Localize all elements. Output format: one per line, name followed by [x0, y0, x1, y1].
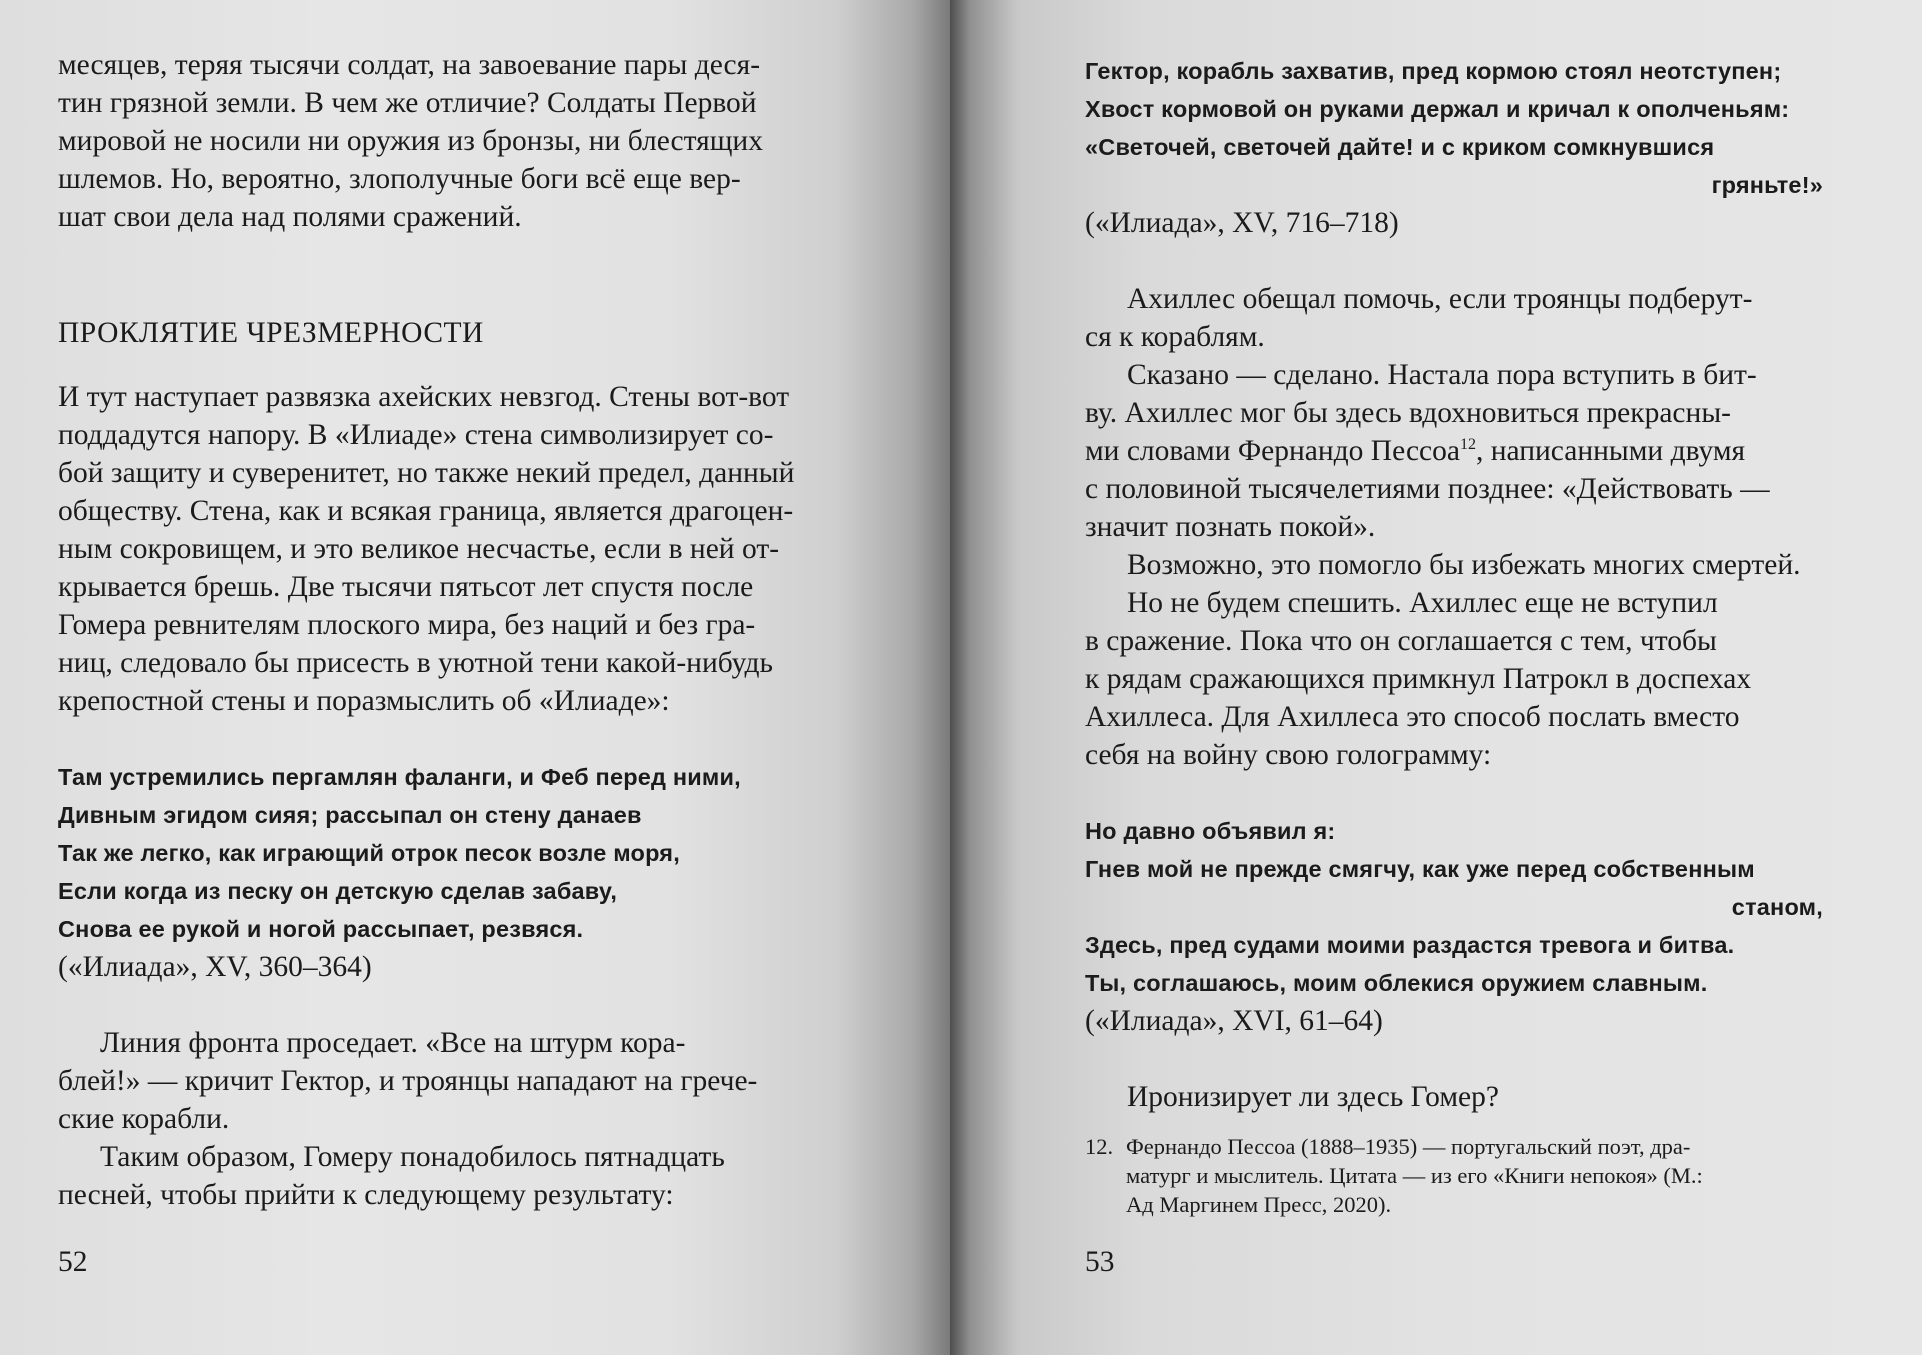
paragraph	[1085, 356, 1825, 546]
text-line: песней, чтобы прийти к следующему результату:	[58, 1179, 674, 1211]
text-line: значит познать покой».	[1085, 511, 1376, 543]
text-line: Гомера ревнителям плоского мира, без наций и без гра-	[58, 609, 756, 641]
verse-line: Там устремились пергамлян фаланги, и Феб перед ними,	[58, 764, 741, 790]
left-page-text	[58, 46, 828, 1214]
verse-line: Хвост кормовой он руками держал и кричал к ополченьям:	[1085, 96, 1790, 122]
verse-quote	[58, 758, 828, 948]
text-line: И тут наступает развязка ахейских невзгод. Стены вот-вот	[58, 381, 790, 413]
verse-line: Гнев мой не прежде смягчу, как уже перед собственным	[1085, 856, 1755, 882]
verse-quote-2	[1085, 812, 1825, 1002]
verse-line: Если когда из песку он детскую сделав забаву,	[58, 878, 618, 904]
spacer	[58, 236, 828, 294]
text-fragment: , написанными двумя	[1475, 435, 1746, 467]
text-line: мировой не носили ни оружия из бронзы, ни блестящих	[58, 125, 763, 157]
text-line: обществу. Стена, как и всякая граница, является драгоцен-	[58, 495, 794, 527]
verse-citation: («Илиада», XV, 716–718)	[1085, 207, 1399, 239]
verse-line: Так же легко, как играющий отрок песок возле моря,	[58, 840, 680, 866]
right-page-text	[1085, 52, 1825, 1116]
verse-citation: («Илиада», XVI, 61–64)	[1085, 1005, 1383, 1037]
verse-line: Здесь, пред судами моими раздастся тревога и битва.	[1085, 932, 1735, 958]
text-line: ным сокровищем, и это великое несчастье, если в ней от-	[58, 533, 780, 565]
text-line: себя на войну свою голограмму:	[1085, 739, 1492, 771]
spacer	[1085, 1040, 1825, 1078]
verse-line: Дивным эгидом сияя; рассыпал он стену данаев	[58, 802, 642, 828]
text-line: крепостной стены и поразмыслить об «Илиаде»:	[58, 685, 670, 717]
verse-quote	[1085, 52, 1825, 204]
main-paragraph	[58, 378, 828, 720]
verse-line: Но давно объявил я:	[1085, 818, 1336, 844]
spacer	[58, 720, 828, 758]
text-line: ниц, следовало бы присесть в уютной тени какой-нибудь	[58, 647, 773, 679]
footnote-line: Фернандо Пессоа (1888–1935) — португальский поэт, дра-	[1126, 1134, 1691, 1159]
verse-citation: («Илиада», XV, 360–364)	[58, 951, 372, 983]
opening-paragraph	[58, 46, 828, 236]
text-line: Но не будем спешить. Ахиллес еще не вступил	[1127, 587, 1718, 619]
footnote-line: Ад Маргинем Пресс, 2020).	[1126, 1192, 1392, 1217]
verse-line-continuation: гряньте!»	[1711, 172, 1823, 198]
footnote	[1085, 1132, 1785, 1219]
section-heading: ПРОКЛЯТИЕ ЧРЕЗМЕРНОСТИ	[58, 317, 484, 349]
page-number: 53	[1085, 1246, 1115, 1278]
text-line: блей!» — кричит Гектор, и троянцы нападают на грече-	[58, 1065, 758, 1097]
spacer	[58, 986, 828, 1024]
footnote-body	[1126, 1132, 1785, 1219]
text-line: бой защиту и суверенитет, но также некий предел, данный	[58, 457, 795, 489]
closing-paragraph-2	[58, 1138, 828, 1214]
text-line	[1085, 432, 1825, 470]
text-line: поддадутся напору. В «Илиаде» стена символизирует со-	[58, 419, 774, 451]
text-line: Линия фронта проседает. «Все на штурм кора-	[100, 1027, 686, 1059]
footnote-number: 12.	[1085, 1134, 1114, 1159]
spacer	[58, 294, 828, 314]
footnote-line: матург и мыслитель. Цитата — из его «Книги непокоя» (М.:	[1126, 1163, 1703, 1188]
verse-line-continuation: станом,	[1731, 894, 1823, 920]
text-line: ские корабли.	[58, 1103, 230, 1135]
verse-line: «Светочей, светочей дайте! и с криком сомкнувшися	[1085, 134, 1715, 160]
text-line: ся к кораблям.	[1085, 321, 1265, 353]
text-line: крывается брешь. Две тысячи пятьсот лет спустя после	[58, 571, 754, 603]
spacer	[58, 352, 828, 378]
text-line: Сказано — сделано. Настала пора вступить в бит-	[1127, 359, 1757, 391]
text-line: месяцев, теряя тысячи солдат, на завоевание пары деся-	[58, 49, 761, 81]
text-fragment: ми словами Фернандо Пессоа	[1085, 435, 1460, 467]
text-line: шлемов. Но, вероятно, злополучные боги всё еще вер-	[58, 163, 741, 195]
left-page	[0, 0, 950, 1355]
text-line: Ахиллес обещал помочь, если троянцы подберут-	[1127, 283, 1753, 315]
spacer	[1085, 242, 1825, 280]
text-line: Ахиллеса. Для Ахиллеса это способ послать вместо	[1085, 701, 1740, 733]
text-line: в сражение. Пока что он соглашается с тем, чтобы	[1085, 625, 1717, 657]
verse-line: Гектор, корабль захватив, пред кормою стоял неотступен;	[1085, 58, 1782, 84]
page-number: 52	[58, 1246, 88, 1278]
footnote-reference[interactable]: 12	[1459, 436, 1476, 454]
verse-line: Снова ее рукой и ногой рассыпает, резвяся.	[58, 916, 584, 942]
text-line: Возможно, это помогло бы избежать многих смертей.	[1127, 549, 1801, 581]
text-line: ву. Ахиллес мог бы здесь вдохновиться прекрасны-	[1085, 397, 1731, 429]
paragraph	[1085, 280, 1825, 356]
text-line: тин грязной земли. В чем же отличие? Солдаты Первой	[58, 87, 757, 119]
paragraph	[1085, 584, 1825, 774]
text-line: шат свои дела над полями сражений.	[58, 201, 522, 233]
closing-paragraph	[58, 1024, 828, 1138]
text-line: к рядам сражающихся примкнул Патрокл в доспехах	[1085, 663, 1752, 695]
spacer	[1085, 774, 1825, 812]
verse-line: Ты, соглашаюсь, моим облекися оружием славным.	[1085, 970, 1708, 996]
text-line: с половиной тысячелетиями позднее: «Действовать —	[1085, 473, 1770, 505]
question-line: Иронизирует ли здесь Гомер?	[1127, 1081, 1499, 1113]
text-line: Таким образом, Гомеру понадобилось пятнадцать	[100, 1141, 725, 1173]
